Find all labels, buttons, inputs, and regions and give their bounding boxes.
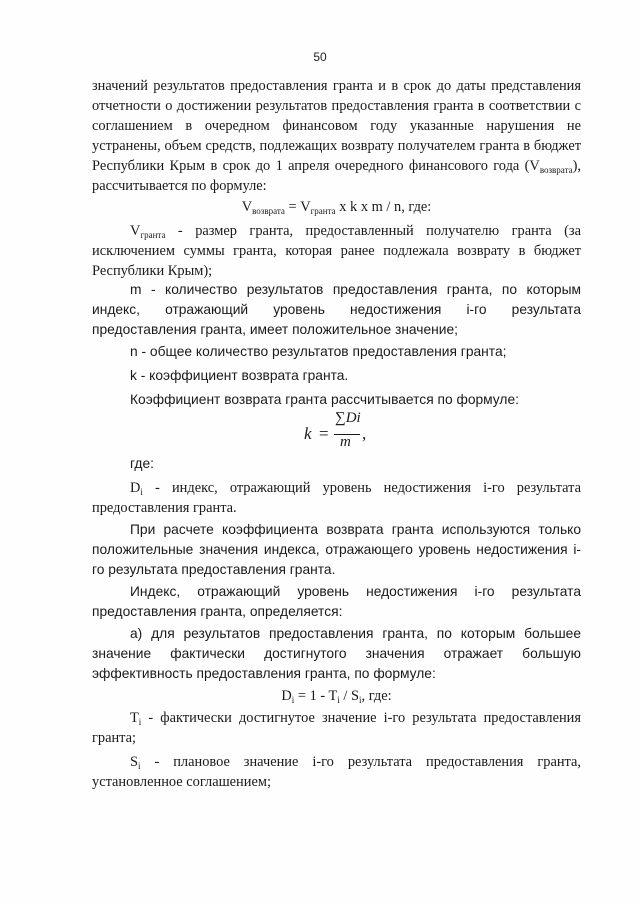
formula-v-vozvrata (92, 197, 581, 217)
page-number: 50 (313, 50, 327, 64)
si-sub: i (138, 761, 141, 771)
vgranta-text: - размер гранта, предоставленный получателю гранта (за исключением суммы гранта, которая ранее подлежала возврату в бюджет Республики Крым); (92, 223, 581, 279)
vgranta-sub: гранта (140, 230, 166, 240)
paragraph-item-a: а) для результатов предоставления гранта, по которым большее значение фактически достигнутого значения отражает большую эффективность предоставления гранта, по формуле: (92, 626, 581, 681)
paragraph-intro-end: ), рассчитывается по формуле: (92, 158, 581, 194)
vgranta-symbol: V (130, 223, 141, 239)
formula-di-sub2: i (337, 695, 340, 705)
formula-di-tail: , где: (361, 688, 392, 704)
ti-text: - фактически достигнутое значение i-го результата предоставления гранта; (92, 710, 581, 746)
formula-k (300, 410, 380, 460)
formula-di-d: D (281, 688, 292, 704)
formula-k-denominator: m (340, 434, 351, 450)
paragraph-k: k - коэффициент возврата гранта. (130, 368, 349, 383)
paragraph-pri-raschete: При расчете коэффициента возврата гранта используются только положительные значения индекса, отражающего уровень недостижения i-го результата предоставления гранта. (92, 522, 581, 577)
di-text: - индекс, отражающий уровень недостижения i-го результата предоставления гранта. (92, 480, 581, 516)
paragraph-intro-text: значений результатов предоставления гранта и в срок до даты представления отчетности о достижении результатов предоставления гранта в соответствии с соглашением в очередном финансовом году указанные нарушения не устранены, объем средств, подлежащих возврату получателем гранта в бюджет Республики Крым в срок до 1 апреля очередного финансового года (V (92, 78, 581, 174)
formula-di-sub3: i (359, 695, 362, 705)
si-symbol: S (130, 754, 139, 770)
formula-v-granta-symbol: = V (284, 199, 311, 215)
formula-k-equals: = (319, 424, 329, 443)
di-symbol: D (130, 480, 141, 496)
subscript-vozvrata: возврата (539, 165, 573, 175)
paragraph-di (92, 478, 581, 518)
paragraph-intro (92, 76, 581, 196)
ti-symbol: T (130, 710, 139, 726)
paragraph-vgranta (92, 221, 581, 281)
formula-di-mid2: / S (339, 688, 360, 704)
formula-k-numerator: ∑Di (335, 410, 361, 426)
paragraph-gde: где: (130, 456, 154, 471)
formula-di-mid: = 1 - T (294, 688, 338, 704)
formula-di (92, 686, 581, 706)
formula-k-symbol: k (304, 424, 312, 443)
formula-v-sub-vozvrata: возврата (252, 206, 285, 216)
formula-v-sub-granta: гранта (310, 206, 336, 216)
formula-v-symbol: V (241, 199, 253, 215)
paragraph-m: m - количество результатов предоставления гранта, по которым индекс, отражающий уровень недостижения i-го результата предоставления гранта, имеет положительное значение; (92, 282, 581, 337)
paragraph-si (92, 752, 581, 792)
si-text: - плановое значение i-го результата предоставления гранта, установленное соглашением; (92, 754, 581, 790)
formula-v-tail: x k x m / n, где: (335, 199, 432, 215)
paragraph-ti (92, 708, 581, 748)
formula-di-sub1: i (291, 695, 295, 705)
paragraph-koef: Коэффициент возврата гранта рассчитывается по формуле: (130, 392, 519, 407)
paragraph-n: n - общее количество результатов предоставления гранта; (130, 344, 507, 359)
di-sub: i (140, 487, 143, 497)
ti-sub: i (138, 717, 142, 727)
paragraph-index: Индекс, отражающий уровень недостижения i-го результата предоставления гранта, определяется: (92, 584, 581, 619)
formula-k-comma: , (362, 424, 367, 443)
